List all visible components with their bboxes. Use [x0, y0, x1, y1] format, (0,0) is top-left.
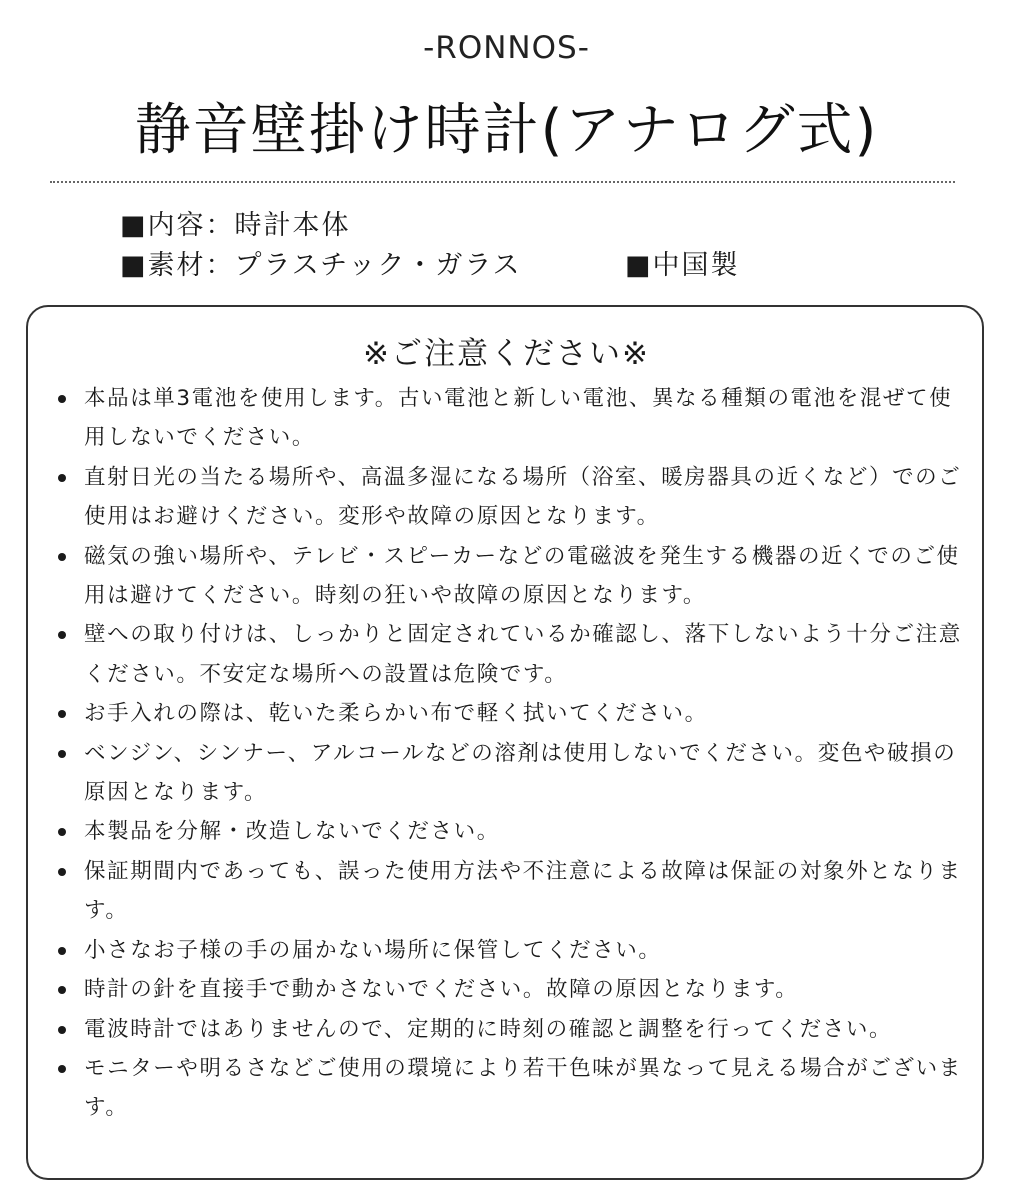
list-item-text: 電波時計ではありませんので、定期的に時刻の確認と調整を行ってください。 [84, 1016, 893, 1042]
dotted-divider [50, 181, 955, 183]
list-item-text: 小さなお子様の手の届かない場所に保管してください。 [84, 937, 662, 963]
list-item-text: 壁への取り付けは、しっかりと固定されているか確認し、落下しないよう十分ご注意ください。不安定な場所への設置は危険です。 [84, 622, 962, 687]
list-item [58, 458, 963, 537]
list-item-text: 本品は単3電池を使用します。古い電池と新しい電池、異なる種類の電池を混ぜて使用しないでください。 [84, 386, 953, 451]
page-title: 静音壁掛け時計(アナログ式) [134, 98, 879, 163]
bullet-icon [58, 395, 66, 403]
bullet-icon [58, 553, 66, 561]
list-item [58, 734, 963, 813]
bullet-icon [58, 631, 66, 639]
list-item-text: 磁気の強い場所や、テレビ・スピーカーなどの電磁波を発生する機器の近くでのご使用は避けてください。時刻の狂いや故障の原因となります。 [84, 543, 960, 609]
list-item-text: モニターや明るさなどご使用の環境により若干色味が異なって見える場合がございます。 [84, 1055, 962, 1121]
list-item-text: 本製品を分解・改造しないでください。 [84, 819, 500, 845]
bullet-icon [58, 750, 66, 758]
list-item-text: 時計の針を直接手で動かさないでください。故障の原因となります。 [84, 977, 799, 1003]
list-item-text: 直射日光の当たる場所や、高温多湿になる場所（浴室、暖房器具の近くなど）でのご使用はお避けください。変形や故障の原因となります。 [84, 464, 962, 530]
brand-name: -RONNOS- [423, 30, 590, 66]
bullet-icon [58, 1026, 66, 1034]
list-item [58, 1049, 963, 1128]
list-item [58, 812, 963, 851]
list-item [58, 615, 963, 694]
list-item [58, 931, 963, 970]
spec-contents: ■内容：時計本体 [120, 210, 351, 241]
bullet-icon [58, 947, 66, 955]
list-item-text: 保証期間内であっても、誤った使用方法や不注意による故障は保証の対象外となります。 [84, 858, 962, 924]
notice-heading: ※ご注意ください※ [363, 336, 650, 372]
bullet-icon [58, 1065, 66, 1073]
bullet-icon [58, 828, 66, 836]
bullet-icon [58, 474, 66, 482]
list-item [58, 379, 963, 458]
list-item [58, 537, 963, 616]
list-item [58, 694, 963, 733]
spec-origin: ■中国製 [625, 250, 740, 281]
notice-list [58, 379, 963, 1128]
list-item [58, 1010, 963, 1049]
bullet-icon [58, 868, 66, 876]
bullet-icon [58, 710, 66, 718]
bullet-icon [58, 986, 66, 994]
list-item-text: お手入れの際は、乾いた柔らかい布で軽く拭いてください。 [84, 701, 708, 727]
list-item [58, 970, 963, 1009]
list-item [58, 852, 963, 931]
list-item-text: ベンジン、シンナー、アルコールなどの溶剤は使用しないでください。変色や破損の原因となります。 [84, 740, 957, 806]
spec-material: ■素材：プラスチック・ガラス [120, 250, 522, 281]
